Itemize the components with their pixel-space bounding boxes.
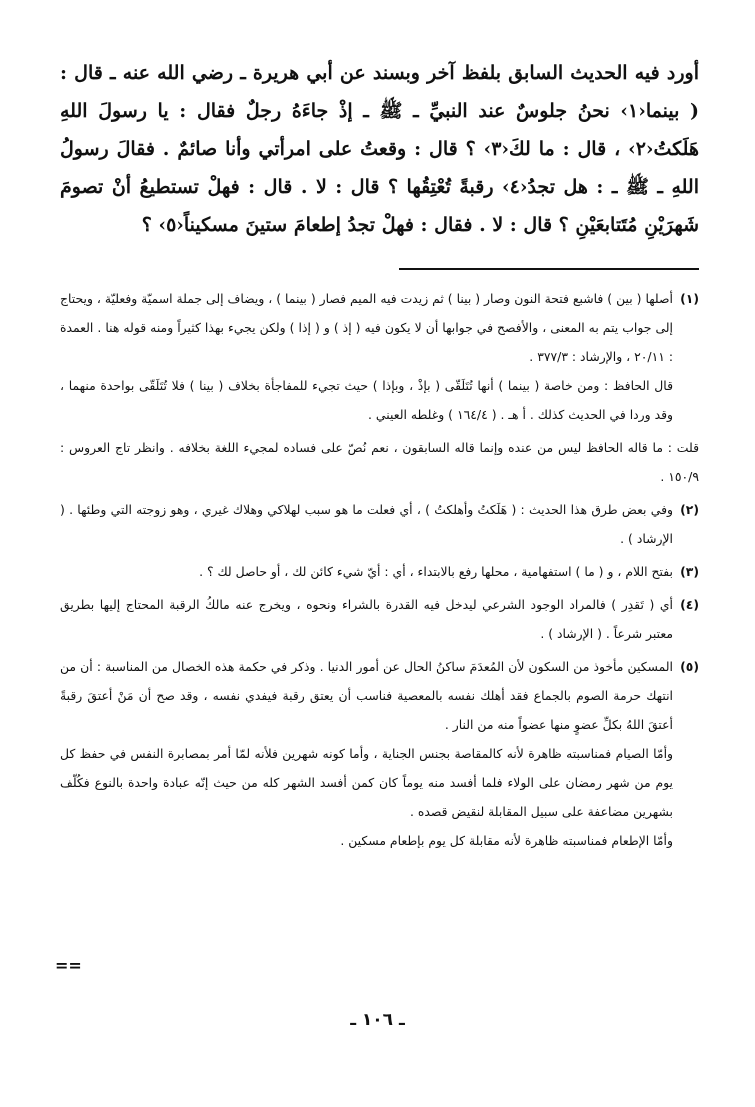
footnote-paragraph: المسكين مأخوذ من السكون لأن المُعدَمَ ساكنُ الحال عن أمور الدنيا . وذكر في حكمة هذه الخصال من المناسبة : أن من انتهك حرمة الصوم بالجماع فقد أهلك نفسه بالمعصية فناسب أن يعتق رقبة فيفدي نفسه ، وقد صح أن مَنْ أعتقَ رقبةً أعتقَ اللهُ بكلِّ عضوٍ منها عضواً منه من النار . [60, 659, 673, 732]
footnote-body [60, 652, 673, 855]
hadith-text [60, 54, 699, 244]
footnote-note: قلت : ما قاله الحافظ ليس من عنده وإنما قاله السابقون ، نعم نُصّ على فساده لمجيء اللغة بخلافه . وانظر تاج العروس : ١٥٠/٩ . [60, 440, 699, 484]
footnote-paragraph: بفتح اللام ، و ( ما ) استفهامية ، محلها رفع بالابتداء ، أي : أيّ شيء كائن لك ، أو حاصل لك ؟ . [199, 564, 673, 579]
footnote-paragraph: وأمّا الصيام فمناسبته ظاهرة لأنه كالمقاصة بجنس الجناية ، وأما كونه شهرين فلأنه لمّا أمر بمصابرة النفس في حفظ كل يوم من شهر رمضان على الولاء فلما أفسد منه يوماً كان كمن أفسد الشهر كله من حيث إنّه عبادة واحدة بالنوع فكُلّف بشهرين مضاعفة على سبيل المقابلة لنقيض قصده . [60, 746, 673, 819]
footnote-number: (٤) [680, 597, 699, 612]
footnote-paragraph: وأمّا الإطعام فمناسبته ظاهرة لأنه مقابلة كل يوم بإطعام مسكين . [340, 833, 673, 848]
footnote-5 [60, 652, 699, 855]
footnote-2 [60, 495, 699, 553]
hadith-paragraph: أورد فيه الحديث السابق بلفظ آخر وبسند عن أبي هريرة ـ رضي الله عنه ـ قال : ( بينما‹١› نحنُ جلوسٌ عند النبيِّ ـ ﷺ ـ إذْ جاءَهُ رجلٌ فقال : يا رسولَ اللهِ هَلَكتُ‹٢› ، قال : ما لكَ‹٣› ؟ قال : وقعتُ على امرأتي وأنا صائمٌ . فقالَ رسولُ اللهِ ـ ﷺ ـ : هل تجدُ‹٤› رقبةً تُعْتِقُها ؟ قال : لا . قال : فهلْ تستطيعُ أنْ تصومَ شَهرَيْنِ مُتَتابعَيْنِ ؟ قال : لا . فقال : فهلْ تجدُ إطعامَ ستينَ مسكيناً‹٥› ؟ [60, 62, 699, 236]
footnote-4 [60, 590, 699, 648]
footnote-separator [399, 268, 699, 270]
footnote-1 [60, 284, 699, 429]
footnote-number: (٣) [680, 564, 699, 579]
footnote-body [60, 284, 673, 429]
footnotes [60, 284, 699, 855]
footnote-paragraph: وفي بعض طرق هذا الحديث : ( هَلَكتُ وأهلكتُ ) ، أي فعلت ما هو سبب لهلاكي وهلاك غيري ، وهو زوجته التي وطئها . ( الإرشاد ) . [60, 502, 673, 546]
continuation-mark: == [55, 956, 82, 975]
footnote-paragraph: أصلها ( بين ) فاشبع فتحة النون وصار ( بينا ) ثم زيدت فيه الميم فصار ( بينما ) ، ويضاف إلى جملة اسميّة وفعليّة ، ويحتاج إلى جواب يتم به المعنى ، والأفصح في جوابها أن لا يكون فيه ( إذ ) و ( إذا ) ولكن يجيء بهذا كثيراً ومنه قوله هنا . العمدة : ٢٠/١١ ، والإرشاد : ٣٧٧/٣ . [60, 291, 673, 364]
footnote-body [60, 557, 673, 586]
footnote-number: (١) [680, 291, 699, 306]
footnote-paragraph: أي ( تَقدِر ) فالمراد الوجود الشرعي ليدخل فيه القدرة بالشراء ونحوه ، ويخرج عنه مالكُ الرقبة المحتاج إليها بطريق معتبر شرعاً . ( الإرشاد ) . [60, 597, 673, 641]
footnote-body [60, 495, 673, 553]
footnote-number: (٥) [680, 659, 699, 674]
page-number: ـ ١٠٦ ـ [350, 1010, 405, 1030]
footnote-3 [60, 557, 699, 586]
footnote-paragraph: قال الحافظ : ومن خاصة ( بينما ) أنها تُتَلَقّى ( بإذْ ، وبإذا ) حيث تجيء للمفاجأة بخلاف ( بينا ) فلا تُتَلَقّى بواحدة منهما ، وقد وردا في الحديث كذلك . أ هـ . ( ١٦٤/٤ ) وغلطه العيني . [60, 378, 673, 422]
footnote-body [60, 590, 673, 648]
footnote-number: (٢) [680, 502, 699, 517]
